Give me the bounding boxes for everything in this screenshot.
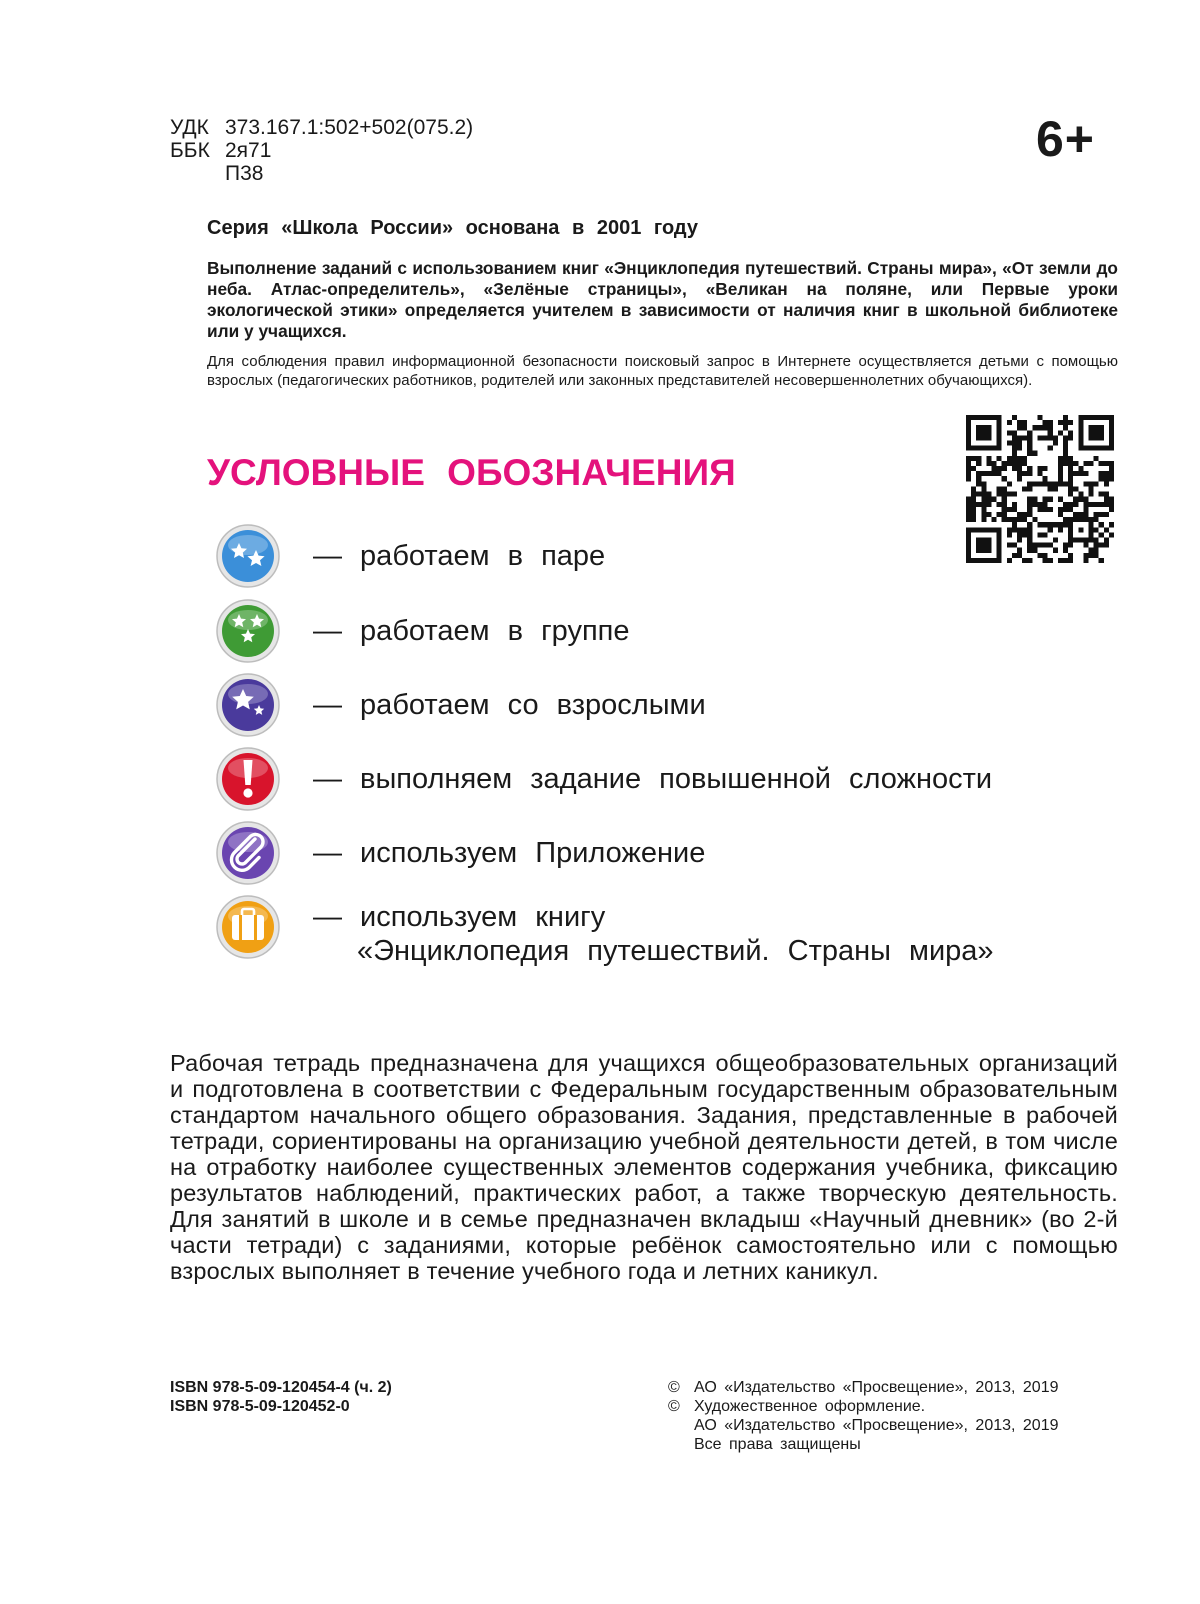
legend-item-difficult: [215, 746, 992, 812]
workbook-description: Рабочая тетрадь предназначена для учащихся общеобразовательных организаций и подготовлена в соответствии с Федеральным государственным образовательным стандартом начального общего образования. Задания, представленные в рабочей тетради, сориентированы на организацию учебной деятельности детей, в том числе на отработку наиболее существенных элементов содержания учебника, фиксацию результатов наблюдений, практических работ, а также творческую деятельность. Для занятий в школе и в семье предназначен вкладыш «Научный дневник» (во 2-й части тетради) с заданиями, которые ребёнок самостоятельно или с помощью взрослых выполняет в течение учебного года и летних каникул.: [170, 1050, 1118, 1284]
legend-item-pair: [215, 523, 605, 589]
udk-value: 373.167.1:502+502(075.2): [225, 116, 474, 139]
legend-item-text-line2: «Энциклопедия путешествий. Страны мира»: [357, 935, 994, 967]
suitcase-icon: [215, 894, 281, 960]
copyright-symbol: ©: [668, 1379, 680, 1396]
udk-label: УДК: [170, 116, 209, 139]
copyright-block: [668, 1378, 1118, 1454]
paperclip-icon: [215, 820, 281, 886]
legend-item-text: — работаем в группе: [313, 615, 630, 647]
isbn-set: ISBN 978-5-09-120452-0: [170, 1398, 350, 1415]
legend-item-text: — работаем со взрослыми: [313, 689, 706, 721]
copyright-line: Все права защищены: [694, 1436, 861, 1453]
legend-item-text: — используем книгу: [313, 901, 606, 933]
author-mark-row: [170, 162, 473, 185]
legend-item-appendix: [215, 820, 705, 886]
age-rating: 6+: [1035, 111, 1095, 167]
bbk-label: ББК: [170, 139, 210, 162]
safety-note: Для соблюдения правил информационной безопасности поисковый запрос в Интернете осуществляется детьми с помощью взрослых (педагогических работников, родителей или законных представителей несовершеннолетних обучающихся).: [207, 353, 1118, 389]
author-mark: П38: [225, 162, 264, 185]
catalog-codes: [170, 116, 473, 185]
copyright-line: Художественное оформление.: [694, 1398, 926, 1415]
copyright-line: АО «Издательство «Просвещение», 2013, 2019: [694, 1379, 1059, 1396]
legend-item-encyclopedia: [215, 894, 994, 968]
isbn-part2: ISBN 978-5-09-120454-4 (ч. 2): [170, 1379, 392, 1396]
legend-item-text: — используем Приложение: [313, 837, 706, 869]
bbk-row: [170, 139, 473, 162]
legend-item-text: — выполняем задание повышенной сложности: [313, 763, 993, 795]
bbk-value: 2я71: [225, 139, 272, 162]
copyright-line: АО «Издательство «Просвещение», 2013, 2019: [694, 1417, 1059, 1434]
pair-stars-icon: [215, 523, 281, 589]
legend-item-group: [215, 598, 630, 664]
books-note: Выполнение заданий с использованием книг «Энциклопедия путешествий. Страны мира», «От земли до неба. Атлас-определитель», «Зелёные страницы», «Великан на поляне, или Первые уроки экологической этики» определяется учителем в зависимости от наличия книг в школьной библиотеке или у учащихся.: [207, 258, 1118, 341]
legend-item-text: — работаем в паре: [313, 540, 606, 572]
isbn-block: [170, 1378, 392, 1416]
group-stars-icon: [215, 598, 281, 664]
udk-row: [170, 116, 473, 139]
copyright-symbol: ©: [668, 1398, 680, 1415]
exclamation-icon: [215, 746, 281, 812]
series-line: Серия «Школа России» основана в 2001 году: [207, 217, 698, 239]
legend-title: УСЛОВНЫЕ ОБОЗНАЧЕНИЯ: [207, 452, 736, 493]
legend-item-adults: [215, 672, 706, 738]
qr-code[interactable]: [966, 415, 1114, 563]
adults-star-icon: [215, 672, 281, 738]
